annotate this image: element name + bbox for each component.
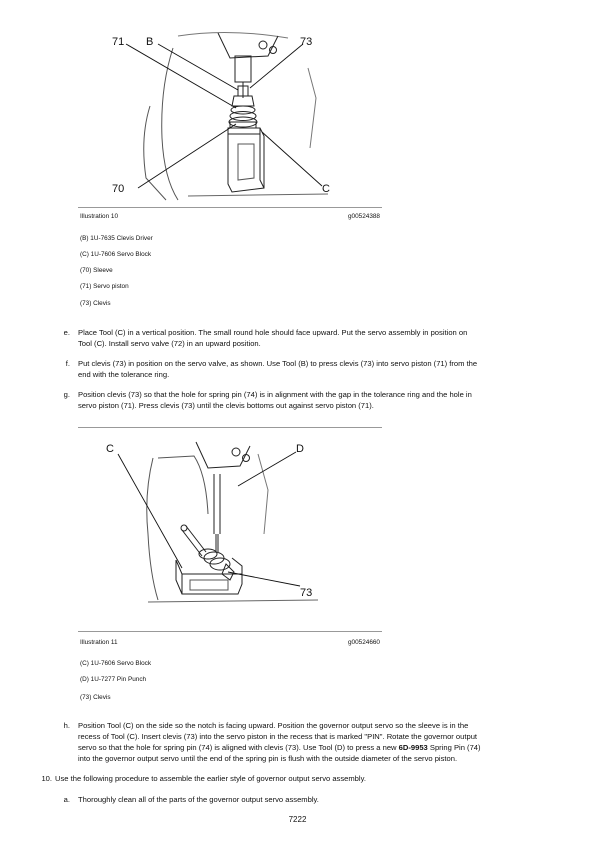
legend-item: (C) 1U-7606 Servo Block: [80, 660, 152, 667]
illustration-id: g00524388: [348, 213, 380, 220]
legend-item: (D) 1U-7277 Pin Punch: [80, 676, 147, 683]
legend-item: (73) Clevis: [80, 300, 111, 307]
step-line: [78, 743, 481, 754]
step-line: Tool (C). Install servo valve (72) in an upward position.: [78, 339, 261, 348]
illustration-11-figure: [78, 434, 382, 608]
step-line: into the governor output servo until the end of the spring pin is flush with the outside diameter of the servo piston.: [78, 754, 458, 763]
callout-c: C: [322, 183, 330, 195]
step-line: end with the tolerance ring.: [78, 370, 170, 379]
illustration-label: Illustration 11: [80, 639, 118, 646]
step-marker: f.: [65, 359, 70, 368]
illustration-label: Illustration 10: [80, 213, 119, 220]
step-marker: g.: [63, 390, 70, 399]
step-line: Place Tool (C) in a vertical position. The small round hole should face upward. Put the servo assembly in position on: [78, 328, 468, 337]
callout-71: 71: [112, 36, 125, 48]
callout-b: B: [146, 36, 154, 48]
callout-c: C: [106, 443, 114, 455]
step-marker: h.: [63, 721, 70, 730]
legend-item: (70) Sleeve: [80, 267, 113, 274]
legend-item: (73) Clevis: [80, 694, 111, 701]
illustration-id: g00524660: [348, 639, 380, 646]
step-line: Position clevis (73) so that the hole for spring pin (74) is in alignment with the gap in the tolerance ring and the hole in: [78, 390, 472, 399]
legend-item: (C) 1U-7606 Servo Block: [80, 251, 152, 258]
step-text: Spring Pin (74): [427, 743, 481, 752]
step-line: servo piston (71). Press clevis (73) until the clevis bottoms out against servo piston (71).: [78, 401, 374, 410]
part-number: 6D-9953: [398, 743, 428, 752]
step-line: Thoroughly clean all of the parts of the governor output servo assembly.: [78, 795, 319, 804]
step-marker: a.: [63, 795, 70, 804]
callout-73: 73: [300, 36, 313, 48]
step-line: recess of Tool (C). Insert clevis (73) into the servo piston in the recess that is marked "PIN". Rotate the governor output: [78, 732, 478, 741]
legend-item: (71) Servo piston: [80, 283, 129, 290]
figure1-separator: [78, 207, 382, 208]
step-text: servo so that the hole for spring pin (74) is aligned with clevis (73). Use Tool (D) to press a new: [78, 743, 399, 752]
legend-item: (B) 1U-7635 Clevis Driver: [80, 235, 153, 242]
figure2-separator: [78, 631, 382, 632]
page-number: 7222: [288, 815, 307, 824]
step-marker: 10.: [41, 774, 52, 783]
step-line: Put clevis (73) in position on the servo valve, as shown. Use Tool (B) to press clevis (73) into servo piston (71) from the: [78, 359, 478, 368]
step-line: Position Tool (C) on the side so the notch is facing upward. Position the governor output servo so the sleeve is in the: [78, 721, 469, 730]
step-line: Use the following procedure to assemble the earlier style of governor output servo assembly.: [55, 774, 366, 783]
callout-d: D: [296, 443, 304, 455]
callout-73: 73: [300, 587, 313, 599]
illustration-10-figure: [78, 28, 382, 204]
figure2-top-separator: [78, 427, 382, 428]
step-marker: e.: [63, 328, 70, 337]
callout-70: 70: [112, 183, 125, 195]
